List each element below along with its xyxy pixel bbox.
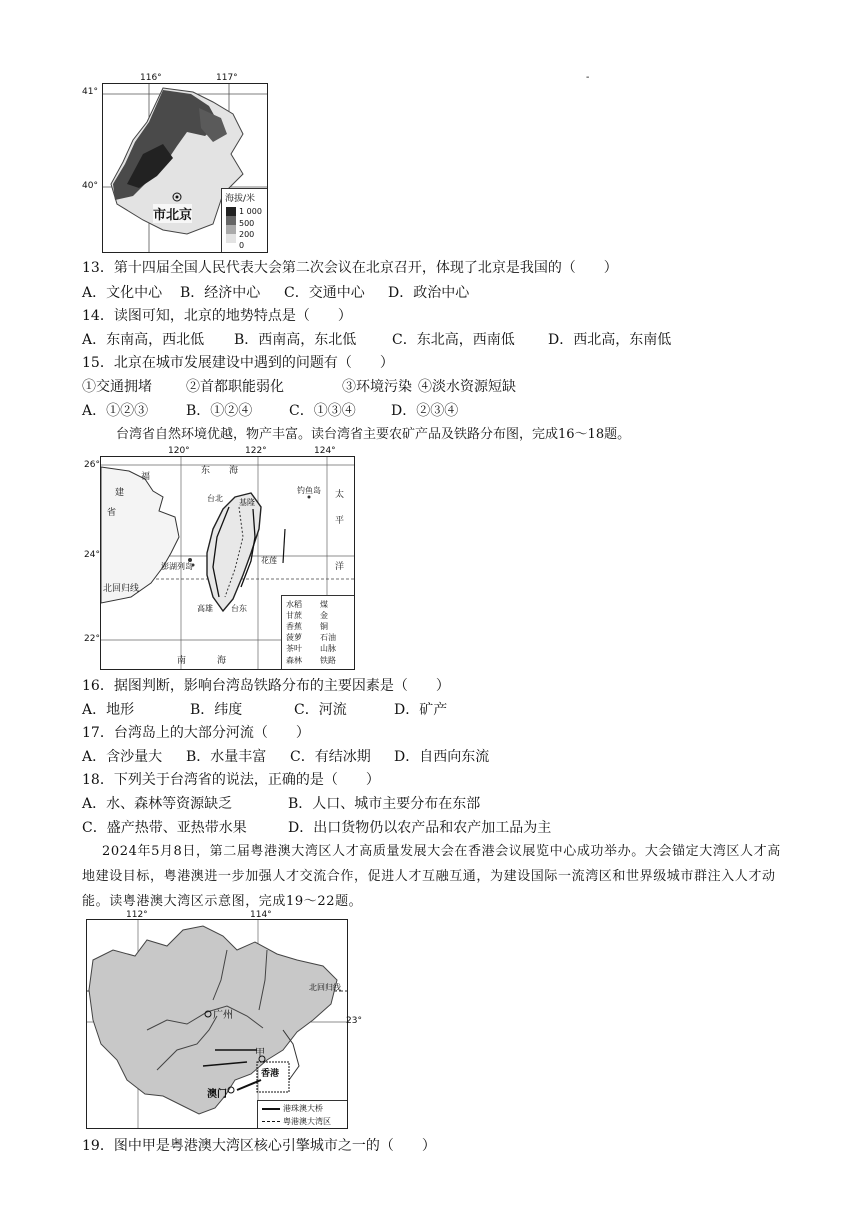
place-label: 建	[115, 488, 125, 498]
elevation-legend	[221, 188, 268, 253]
lon-label: 120°	[168, 446, 190, 456]
question-18-options-row1	[82, 794, 480, 814]
lon-label: 116°	[140, 73, 162, 83]
legend-item: 菠萝	[286, 633, 302, 642]
lat-label: 40°	[82, 181, 98, 191]
option-d: D．西北高，东南低	[548, 332, 672, 348]
lat-label: 23°	[346, 1016, 362, 1026]
place-label: 台北	[207, 494, 223, 503]
option-a: A．①②③	[82, 403, 149, 419]
gba-legend	[257, 1100, 348, 1129]
macao-label: 澳门	[207, 1089, 227, 1100]
item-2: ②首都职能弱化	[186, 379, 284, 395]
beijing-elevation-map	[102, 83, 268, 253]
place-label: 海	[229, 466, 239, 476]
option-b: B．水量丰富	[186, 749, 267, 765]
legend-item: 石油	[320, 633, 336, 642]
bridge-legend-line	[262, 1108, 280, 1110]
lon-label: 124°	[314, 446, 336, 456]
question-16-stem: 16．据图判断，影响台湾岛铁路分布的主要因素是（ ）	[82, 678, 450, 694]
place-label: 福	[141, 472, 151, 482]
lat-label: 24°	[84, 550, 100, 560]
legend-value: 500	[239, 219, 255, 228]
question-19-stem: 19．图中甲是粤港澳大湾区核心引擎城市之一的（ ）	[82, 1138, 436, 1154]
legend-item: 香蕉	[286, 622, 302, 631]
legend-value: 200	[239, 230, 255, 239]
place-label: 钓鱼岛	[297, 486, 321, 495]
bay-area-legend-line	[262, 1121, 280, 1122]
gba-intro: 2024年5月8日，第二届粤港澳大湾区人才高质量发展大会在香港会议展览中心成功举办。大会锚定大湾区人才高地建设目标，粤港澳进一步加强人才交流合作，促进人才互融互通，为建设国际一流湾区和世界级城市群注入人才动能。读粤港澳大湾区示意图，完成19～22题。	[82, 844, 781, 909]
option-c: C．盛产热带、亚热带水果	[82, 820, 247, 836]
taiwan-intro: 台湾省自然环境优越，物产丰富。读台湾省主要农矿产品及铁路分布图，完成16～18题。	[116, 427, 631, 442]
option-a: A．含沙量大	[82, 749, 163, 765]
beijing-city-label: 市北京	[153, 204, 192, 223]
option-b: B．①②④	[186, 403, 253, 419]
legend-swatch-500	[226, 216, 236, 225]
taiwan-resources-map	[100, 456, 355, 670]
item-3: ③环境污染	[342, 379, 412, 395]
legend-swatch-1000	[226, 207, 236, 216]
hongkong-label: 香港	[261, 1069, 280, 1079]
legend-item: 金	[320, 611, 328, 620]
option-d: D．出口货物仍以农产品和农产加工品为主	[288, 820, 552, 836]
lon-label: 112°	[126, 910, 148, 920]
option-a: A．文化中心	[82, 285, 163, 301]
option-c: C．交通中心	[284, 285, 365, 301]
question-13-options	[82, 283, 469, 303]
tropic-of-cancer-label: 北回归线	[309, 983, 341, 992]
legend-item: 茶叶	[286, 644, 302, 653]
place-label: 省	[107, 508, 117, 518]
question-15-items	[82, 377, 516, 397]
place-label: 东	[201, 466, 211, 476]
place-label: 台东	[231, 604, 247, 613]
item-4: ④淡水资源短缺	[418, 379, 516, 395]
legend-item: 山脉	[320, 644, 336, 653]
lon-label: 122°	[245, 446, 267, 456]
option-c: C．①③④	[289, 403, 356, 419]
tropic-of-cancer-label: 北回归线	[103, 584, 140, 594]
place-label: 平	[335, 516, 345, 526]
lon-label: 117°	[216, 73, 238, 83]
legend-item: 甘蔗	[286, 611, 302, 620]
place-label: 海	[217, 656, 227, 666]
option-c: C．东北高，西南低	[392, 332, 515, 348]
greater-bay-area-map	[86, 919, 348, 1129]
question-18-stem: 18．下列关于台湾省的说法，正确的是（ ）	[82, 772, 380, 788]
option-b: B．西南高，东北低	[234, 332, 357, 348]
jia-label: 甲	[255, 1048, 265, 1059]
place-label: 南	[177, 656, 187, 666]
option-d: D．矿产	[394, 702, 448, 718]
lat-label: 22°	[84, 634, 100, 644]
option-a: A．水、森林等资源缺乏	[82, 796, 233, 812]
option-d: D．②③④	[391, 403, 459, 419]
question-17-stem: 17．台湾岛上的大部分河流（ ）	[82, 725, 310, 741]
question-14-options	[82, 330, 671, 350]
option-b: B．经济中心	[180, 285, 261, 301]
legend-value: 1 000	[239, 207, 262, 216]
place-label: 澎湖列岛	[161, 562, 193, 571]
question-18-options-row2	[82, 818, 551, 838]
legend-item: 粤港澳大湾区	[283, 1117, 331, 1126]
place-label: 太	[335, 490, 345, 500]
lon-label: 114°	[250, 910, 272, 920]
place-label: 基隆	[239, 498, 255, 507]
question-15-stem: 15．北京在城市发展建设中遇到的问题有（ ）	[82, 355, 394, 371]
option-d: D．政治中心	[388, 285, 470, 301]
item-1: ①交通拥堵	[82, 379, 152, 395]
option-a: A．东南高，西北低	[82, 332, 205, 348]
option-c: C．有结冰期	[290, 749, 371, 765]
taiwan-legend	[281, 595, 355, 670]
legend-swatch-0	[226, 234, 236, 243]
legend-value: 0	[239, 241, 245, 250]
place-label: 洋	[335, 562, 345, 572]
legend-item: 铁路	[320, 656, 336, 665]
place-label: 高雄	[197, 604, 213, 613]
option-b: B．纬度	[190, 702, 243, 718]
legend-item: 港珠澳大桥	[283, 1104, 323, 1113]
question-14-stem: 14．读图可知，北京的地势特点是（ ）	[82, 308, 352, 324]
legend-title: 海拔/米	[225, 194, 256, 204]
question-16-options	[82, 700, 447, 720]
legend-item: 森林	[286, 656, 302, 665]
question-15-options	[82, 401, 458, 421]
legend-item: 铜	[320, 622, 328, 631]
legend-item: 煤	[320, 600, 328, 609]
legend-swatch-200	[226, 225, 236, 234]
option-d: D．自西向东流	[394, 749, 490, 765]
option-b: B．人口、城市主要分布在东部	[288, 796, 481, 812]
lat-label: 26°	[84, 460, 100, 470]
option-a: A．地形	[82, 702, 135, 718]
lat-label: 41°	[82, 87, 98, 97]
question-17-options	[82, 747, 489, 767]
place-label: 花莲	[261, 556, 277, 565]
guangzhou-label: 广州	[213, 1010, 233, 1021]
legend-item: 水稻	[286, 600, 302, 609]
page-mark: -	[586, 72, 590, 83]
option-c: C．河流	[294, 702, 347, 718]
question-13-stem: 13．第十四届全国人民代表大会第二次会议在北京召开，体现了北京是我国的（ ）	[82, 260, 618, 276]
